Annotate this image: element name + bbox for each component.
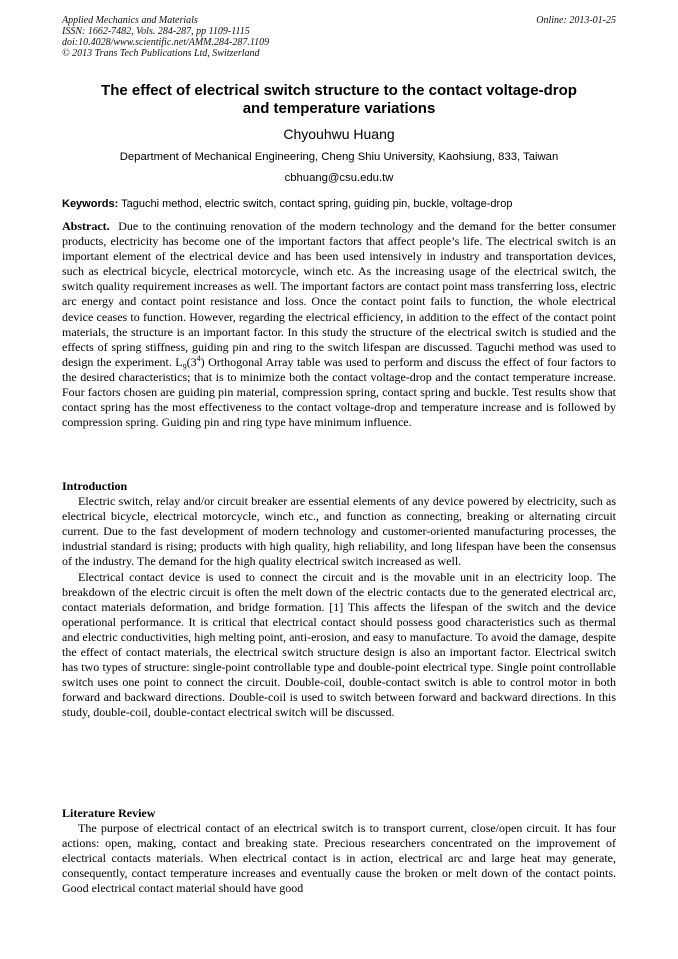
abstract-text-part2: ) Orthogonal Array table was used to perform and discuss the effect of four factors to the desired characteristics; that is to minimize both the contact voltage-drop and the contact temperature increase. Four factors chosen are guiding pin material, compression spring, contact spring and buckle. Test results show that contact spring has the most effectiveness to the contact voltage-drop and temperature increase and is followed by compression spring. Guiding pin and ring type have minimum influence. bbox=[62, 354, 616, 430]
array-base: (3 bbox=[186, 354, 197, 369]
literature-review-section bbox=[62, 806, 616, 897]
doi-line: doi:10.4028/www.scientific.net/AMM.284-287.1109 bbox=[62, 37, 270, 48]
online-date: Online: 2013-01-25 bbox=[536, 15, 616, 26]
abstract-text-part1: Due to the continuing renovation of the modern technology and the demand for the better consumer products, electricity has become one of the important factors that affect people’s life. The electrical switch is an important element of the electrical device and has been used intensively in industry and transportation devices, such as electrical bicycle, electrical motorcycle, winch etc. As the increasing usage of the electrical switch, the switch quality requirement increases as well. The important factors are contact point mass transferring loss, electric arc energy and contact point resistance and loss. Once the contact point fails to function, the whole electrical device ceases to function. However, regarding the electrical efficiency, in addition to the effect of the contact point materials, the structure is an important factor. In this study the structure of the electrical switch is studied and the effects of spring stiffness, guiding pin and ring to the switch lifespan are discussed. Taguchi method was used to design the experiment. L bbox=[62, 219, 617, 369]
literature-review-heading: Literature Review bbox=[62, 806, 156, 820]
journal-name: Applied Mechanics and Materials bbox=[62, 15, 198, 26]
issn-line: ISSN: 1662-7482, Vols. 284-287, pp 1109-1115 bbox=[62, 26, 250, 37]
journal-header bbox=[62, 15, 616, 59]
keywords bbox=[62, 198, 616, 210]
copyright-line: © 2013 Trans Tech Publications Ltd, Switzerland bbox=[62, 48, 260, 59]
abstract-paragraph bbox=[62, 219, 616, 430]
paper-title bbox=[62, 82, 616, 118]
intro-paragraph-1: Electric switch, relay and/or circuit breaker are essential elements of any device powered by electricity, such as electrical bicycle, electrical motorcycle, winch etc., and function as connecting, breaking or alternating circuit current. Due to the fast development of modern technology and customer-oriented manufacturing processes, the industrial standard is rising; products with high quality, high reliability, and long lifespan have been the consensus of the industry. The demand for the high quality electrical switch increased as well. bbox=[62, 494, 616, 569]
author-name: Chyouhwu Huang bbox=[283, 126, 395, 142]
literature-paragraph: The purpose of electrical contact of an electrical switch is to transport current, close/open circuit. It has four actions: open, making, contact and breaking state. Precious researchers concentrated on the improvement of electrical contacts materials. When electrical contact is in action, electrical arc and large heat may generate, consequently, contact temperature increases and eventually cause the broken or melt down of the contact points. Good electrical contact material should have good bbox=[62, 821, 616, 896]
title-line-2: and temperature variations bbox=[242, 100, 436, 117]
abstract-label: Abstract. bbox=[62, 219, 110, 233]
introduction-section bbox=[62, 479, 616, 721]
abstract-section bbox=[62, 219, 616, 430]
title-line-1: The effect of electrical switch structure to the contact voltage-drop bbox=[101, 82, 577, 99]
keywords-label: Keywords: bbox=[62, 198, 119, 210]
array-superscript: 4 bbox=[196, 353, 201, 363]
array-subscript: 9 bbox=[182, 362, 187, 372]
introduction-heading: Introduction bbox=[62, 479, 128, 493]
affiliation: Department of Mechanical Engineering, Cheng Shiu University, Kaohsiung, 833, Taiwan bbox=[119, 151, 559, 163]
keywords-text: Taguchi method, electric switch, contact spring, guiding pin, buckle, voltage-drop bbox=[121, 198, 513, 210]
intro-paragraph-2: Electrical contact device is used to connect the circuit and is the movable unit in an electricity loop. The breakdown of the electric circuit is often the melt down of the electric contacts due to the generated electrical arc, contact materials deformation, and bridge formation. [1] This affects the lifespan of the switch and the device operational performance. It is critical that electrical contact should possess good characteristics such as thermal and electric conductivities, high melting point, anti-erosion, and easy to manufacture. To avoid the damage, despite the effect of contact materials, the electrical switch structure design is also an important factor. Electrical switch has two types of structure: single-point controllable type and double-point electrical type. Single point controllable switch uses one point to connect the circuit. Double-coil, double-contact switch is able to control motor in both forward and backward directions. Double-coil is used to switch between forward and backward directions. In this study, double-coil, double-contact electrical switch will be discussed. bbox=[62, 569, 616, 720]
author-email: cbhuang@csu.edu.tw bbox=[284, 172, 394, 184]
